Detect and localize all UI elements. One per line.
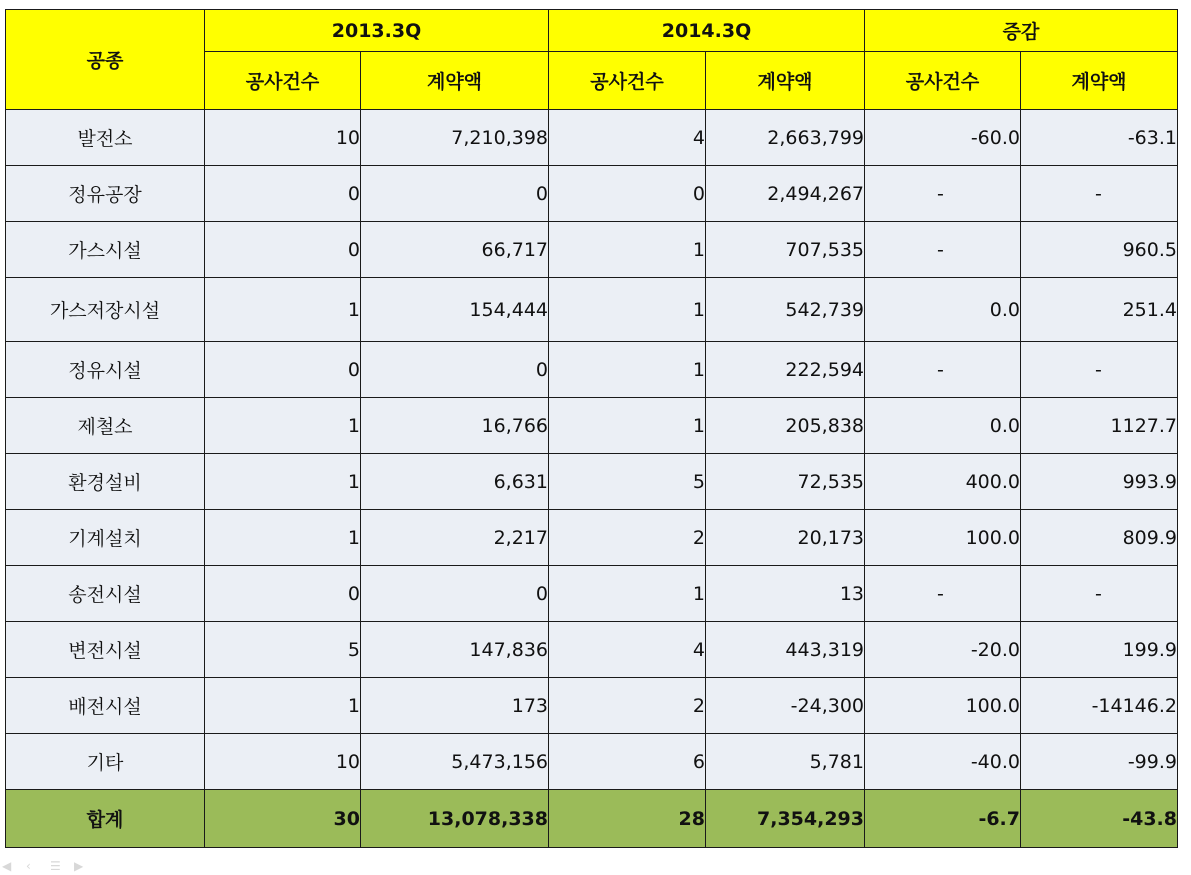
table-row <box>6 510 1178 566</box>
row-name: 배전시설 <box>6 678 205 734</box>
table-row <box>6 342 1178 398</box>
count-2014: 4 <box>549 110 706 166</box>
table-row <box>6 166 1178 222</box>
amount-2013: 173 <box>361 678 549 734</box>
amount-2013: 66,717 <box>361 222 549 278</box>
table-row <box>6 734 1178 790</box>
amount-change: 809.9 <box>1021 510 1178 566</box>
contract-table <box>5 9 1178 848</box>
amount-change: 1127.7 <box>1021 398 1178 454</box>
amount-2013: 0 <box>361 342 549 398</box>
table-row <box>6 398 1178 454</box>
amount-2013: 2,217 <box>361 510 549 566</box>
amount-2014: 222,594 <box>706 342 865 398</box>
count-2013: 1 <box>205 398 361 454</box>
count-2014: 1 <box>549 566 706 622</box>
amount-2013: 16,766 <box>361 398 549 454</box>
table-row <box>6 278 1178 342</box>
total-amount-2013: 13,078,338 <box>361 790 549 848</box>
row-name: 기계설치 <box>6 510 205 566</box>
count-2013: 10 <box>205 110 361 166</box>
count-change: 100.0 <box>865 678 1021 734</box>
next-icon[interactable]: ▶ <box>74 859 84 873</box>
count-2014: 1 <box>549 398 706 454</box>
group-header-change: 증감 <box>865 10 1178 52</box>
count-2014: 0 <box>549 166 706 222</box>
amount-2014: 2,663,799 <box>706 110 865 166</box>
count-2013: 1 <box>205 278 361 342</box>
amount-change: -99.9 <box>1021 734 1178 790</box>
amount-change: - <box>1021 566 1178 622</box>
count-change: 400.0 <box>865 454 1021 510</box>
amount-2013: 6,631 <box>361 454 549 510</box>
count-2014: 1 <box>549 342 706 398</box>
sub-header: 계약액 <box>706 52 865 110</box>
table-header <box>6 10 1178 110</box>
count-2013: 0 <box>205 566 361 622</box>
count-2014: 1 <box>549 278 706 342</box>
amount-2014: 2,494,267 <box>706 166 865 222</box>
count-2014: 4 <box>549 622 706 678</box>
count-2014: 2 <box>549 510 706 566</box>
row-name: 정유공장 <box>6 166 205 222</box>
amount-2014: 72,535 <box>706 454 865 510</box>
amount-2013: 5,473,156 <box>361 734 549 790</box>
row-name: 변전시설 <box>6 622 205 678</box>
amount-2013: 154,444 <box>361 278 549 342</box>
amount-2013: 147,836 <box>361 622 549 678</box>
amount-change: 199.9 <box>1021 622 1178 678</box>
amount-2013: 0 <box>361 166 549 222</box>
amount-2014: 205,838 <box>706 398 865 454</box>
amount-2013: 0 <box>361 566 549 622</box>
amount-change: 251.4 <box>1021 278 1178 342</box>
row-name: 제철소 <box>6 398 205 454</box>
table-row <box>6 110 1178 166</box>
amount-change: 960.5 <box>1021 222 1178 278</box>
count-change: 100.0 <box>865 510 1021 566</box>
count-2013: 0 <box>205 222 361 278</box>
back-icon[interactable]: ◀ <box>2 859 12 873</box>
sub-header: 공사건수 <box>865 52 1021 110</box>
amount-2014: 707,535 <box>706 222 865 278</box>
count-2013: 1 <box>205 510 361 566</box>
count-change: - <box>865 222 1021 278</box>
amount-2014: 20,173 <box>706 510 865 566</box>
count-2014: 6 <box>549 734 706 790</box>
menu-icon[interactable]: ☰ <box>50 859 61 873</box>
amount-2014: -24,300 <box>706 678 865 734</box>
amount-change: -14146.2 <box>1021 678 1178 734</box>
amount-change: -63.1 <box>1021 110 1178 166</box>
total-count-2014: 28 <box>549 790 706 848</box>
sub-header: 계약액 <box>361 52 549 110</box>
count-change: 0.0 <box>865 278 1021 342</box>
amount-change: - <box>1021 166 1178 222</box>
table-row <box>6 678 1178 734</box>
count-change: - <box>865 566 1021 622</box>
count-change: -60.0 <box>865 110 1021 166</box>
sub-header: 공사건수 <box>205 52 361 110</box>
row-name: 환경설비 <box>6 454 205 510</box>
slide-toolbar <box>2 860 88 872</box>
group-header-2013: 2013.3Q <box>205 10 549 52</box>
amount-2014: 542,739 <box>706 278 865 342</box>
total-amount-change: -43.8 <box>1021 790 1178 848</box>
amount-2013: 7,210,398 <box>361 110 549 166</box>
total-count-change: -6.7 <box>865 790 1021 848</box>
count-change: -20.0 <box>865 622 1021 678</box>
total-label: 합계 <box>6 790 205 848</box>
sub-header: 계약액 <box>1021 52 1178 110</box>
total-amount-2014: 7,354,293 <box>706 790 865 848</box>
count-2014: 1 <box>549 222 706 278</box>
table-footer <box>6 790 1178 848</box>
row-name: 가스저장시설 <box>6 278 205 342</box>
count-2014: 5 <box>549 454 706 510</box>
count-change: -40.0 <box>865 734 1021 790</box>
group-header-2014: 2014.3Q <box>549 10 865 52</box>
table-row <box>6 566 1178 622</box>
row-name: 발전소 <box>6 110 205 166</box>
amount-change: 993.9 <box>1021 454 1178 510</box>
count-change: - <box>865 166 1021 222</box>
row-name: 가스시설 <box>6 222 205 278</box>
count-2013: 1 <box>205 454 361 510</box>
sub-header: 공사건수 <box>549 52 706 110</box>
count-change: - <box>865 342 1021 398</box>
row-label-header: 공종 <box>6 10 205 110</box>
count-2013: 10 <box>205 734 361 790</box>
row-name: 기타 <box>6 734 205 790</box>
row-name: 정유시설 <box>6 342 205 398</box>
prev-icon[interactable]: ‹ <box>26 859 31 873</box>
amount-2014: 5,781 <box>706 734 865 790</box>
count-2013: 0 <box>205 342 361 398</box>
count-2013: 1 <box>205 678 361 734</box>
count-2014: 2 <box>549 678 706 734</box>
row-name: 송전시설 <box>6 566 205 622</box>
table-row <box>6 454 1178 510</box>
table-body <box>6 110 1178 790</box>
amount-2014: 13 <box>706 566 865 622</box>
count-2013: 5 <box>205 622 361 678</box>
table-row <box>6 222 1178 278</box>
count-change: 0.0 <box>865 398 1021 454</box>
total-count-2013: 30 <box>205 790 361 848</box>
amount-2014: 443,319 <box>706 622 865 678</box>
table-row <box>6 622 1178 678</box>
count-2013: 0 <box>205 166 361 222</box>
amount-change: - <box>1021 342 1178 398</box>
